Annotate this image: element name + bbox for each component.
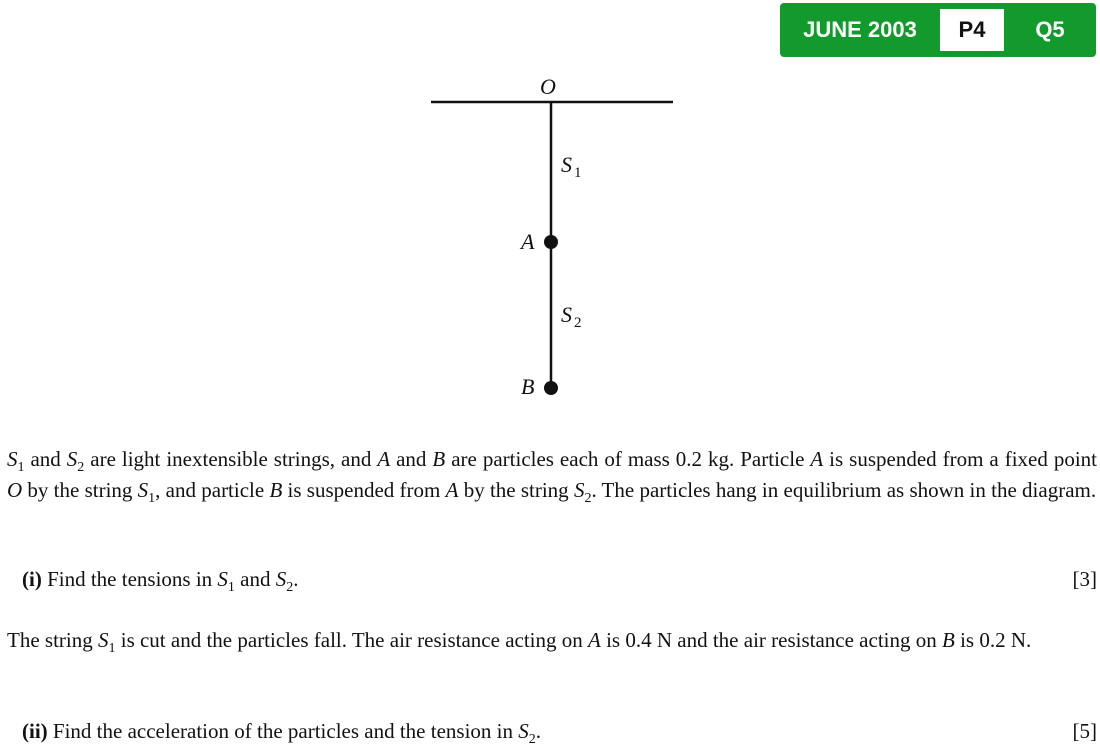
svg-text:S: S: [561, 152, 572, 177]
part-i-marks: [3]: [1072, 567, 1097, 591]
svg-text:2: 2: [574, 315, 582, 331]
question-part-i: (i) Find the tensions in $S_1$ and $S_2$. [3]: [22, 564, 1097, 595]
question-number-label: Q5: [1035, 17, 1065, 42]
intro-paragraph: $S_1$ and $S_2$ are light inextensible strings, and A and B are particles each of mass 0.2 kg. Particle A is suspended from a fixed point O by the string $S_1$, and particle B is suspended from A by the string $S_2$. The particles hang in equilibrium as shown in the diagram.: [7, 447, 1097, 506]
particle-a-dot: [544, 235, 558, 249]
part-ii-marks: [5]: [1072, 719, 1097, 743]
string-s1-label: [561, 152, 582, 181]
string-s2-label: [561, 302, 582, 331]
paper-number-label: P4: [940, 9, 1004, 51]
exam-session-label: JUNE 2003: [803, 17, 917, 42]
svg-text:1: 1: [574, 165, 582, 181]
middle-paragraph: The string $S_1$ is cut and the particles fall. The air resistance acting on A is 0.4 N and the air resistance acting on B is 0.2 N.: [7, 628, 1032, 656]
part-ii-number: (ii): [22, 719, 48, 743]
point-a-label: A: [521, 229, 535, 254]
point-b-label: B: [521, 374, 535, 399]
point-o-label: O: [540, 74, 556, 99]
svg-text:S: S: [561, 302, 572, 327]
question-part-ii: (ii) Find the acceleration of the particles and the tension in $S_2$. [5]: [22, 716, 1097, 747]
particle-b-dot: [544, 381, 558, 395]
part-i-number: (i): [22, 567, 42, 591]
